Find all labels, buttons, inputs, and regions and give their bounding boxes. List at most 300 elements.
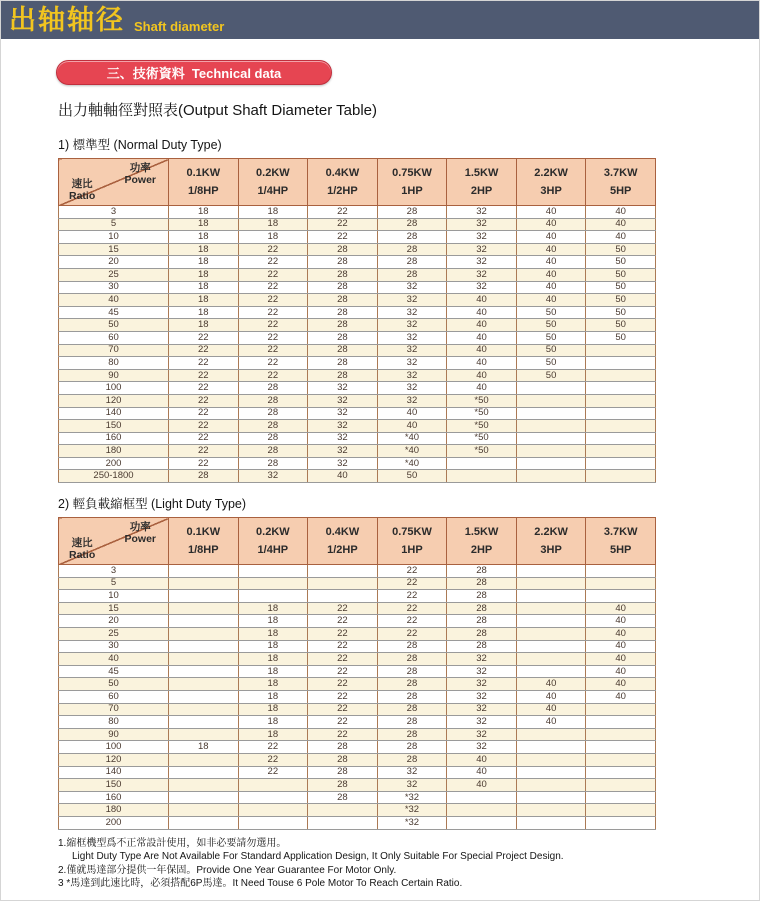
diameter-cell: 18 <box>238 640 308 653</box>
table-row <box>59 407 656 420</box>
table-row <box>59 741 656 754</box>
diameter-cell: 32 <box>377 382 447 395</box>
diameter-cell: 32 <box>447 653 517 666</box>
diameter-cell: 50 <box>516 319 586 332</box>
diameter-cell <box>169 602 239 615</box>
diameter-cell: 50 <box>586 281 656 294</box>
diameter-cell: 28 <box>308 256 378 269</box>
diameter-cell: 18 <box>169 206 239 219</box>
ratio-cell: 25 <box>59 268 169 281</box>
diameter-cell: 22 <box>238 243 308 256</box>
diameter-cell: 32 <box>308 407 378 420</box>
diameter-cell <box>586 445 656 458</box>
ratio-cell: 3 <box>59 565 169 578</box>
document-title: 出力軸軸徑對照表(Output Shaft Diameter Table) <box>58 102 377 119</box>
diameter-cell: 28 <box>377 640 447 653</box>
ratio-cell: 160 <box>59 791 169 804</box>
diameter-cell <box>586 565 656 578</box>
diameter-cell <box>586 369 656 382</box>
table-row <box>59 653 656 666</box>
diameter-cell <box>238 565 308 578</box>
diameter-cell <box>516 602 586 615</box>
diameter-cell: 28 <box>377 243 447 256</box>
ratio-cell: 80 <box>59 716 169 729</box>
diameter-cell: 40 <box>516 703 586 716</box>
diameter-cell: 28 <box>447 577 517 590</box>
table-row <box>59 369 656 382</box>
diameter-cell <box>516 766 586 779</box>
diameter-cell: 28 <box>308 331 378 344</box>
diameter-cell <box>169 716 239 729</box>
diameter-cell <box>516 653 586 666</box>
footnote-line: 2.僅就馬達部分提供一年保固。Provide One Year Guarantee For Motor Only. <box>58 864 397 876</box>
diameter-cell <box>447 457 517 470</box>
diameter-cell: 28 <box>447 640 517 653</box>
ratio-cell: 90 <box>59 369 169 382</box>
diameter-cell <box>516 407 586 420</box>
diameter-cell: 32 <box>308 432 378 445</box>
diameter-cell: 28 <box>377 716 447 729</box>
diameter-cell: 50 <box>516 369 586 382</box>
ratio-cell: 120 <box>59 753 169 766</box>
diameter-cell: 28 <box>308 344 378 357</box>
ratio-cell: 15 <box>59 243 169 256</box>
diameter-cell <box>586 382 656 395</box>
diameter-cell: 28 <box>377 653 447 666</box>
power-column-header: 1.5KW 2HP <box>447 518 517 565</box>
diameter-cell <box>516 394 586 407</box>
ratio-cell: 45 <box>59 306 169 319</box>
diameter-cell: 40 <box>516 678 586 691</box>
diameter-cell <box>169 804 239 817</box>
diameter-cell <box>516 804 586 817</box>
diameter-cell: 22 <box>169 445 239 458</box>
diameter-cell <box>586 394 656 407</box>
diameter-cell <box>308 590 378 603</box>
diameter-cell: 40 <box>447 382 517 395</box>
diameter-cell <box>169 653 239 666</box>
diameter-cell: 18 <box>238 678 308 691</box>
diameter-cell: *50 <box>447 420 517 433</box>
normal-duty-table <box>58 158 656 483</box>
diameter-cell <box>586 779 656 792</box>
table-row <box>59 779 656 792</box>
diameter-cell: 40 <box>447 753 517 766</box>
diameter-cell: 28 <box>377 691 447 704</box>
diameter-cell <box>516 590 586 603</box>
ratio-cell: 3 <box>59 206 169 219</box>
diameter-cell: 28 <box>308 306 378 319</box>
diameter-cell: 40 <box>447 779 517 792</box>
ratio-cell: 60 <box>59 331 169 344</box>
power-column-header: 0.2KW 1/4HP <box>238 518 308 565</box>
diameter-cell: 32 <box>377 331 447 344</box>
diameter-cell: 28 <box>377 703 447 716</box>
ratio-cell: 40 <box>59 653 169 666</box>
diameter-cell: *50 <box>447 445 517 458</box>
diameter-cell: 22 <box>308 691 378 704</box>
diameter-cell: 40 <box>516 716 586 729</box>
diameter-cell: 22 <box>308 628 378 641</box>
diameter-cell <box>586 344 656 357</box>
table-row <box>59 678 656 691</box>
diameter-cell <box>516 628 586 641</box>
diameter-cell <box>516 816 586 829</box>
diameter-cell: 40 <box>308 470 378 483</box>
power-column-header: 2.2KW 3HP <box>516 518 586 565</box>
diameter-cell <box>238 590 308 603</box>
diameter-cell <box>516 577 586 590</box>
technical-data-banner-label: 三、技術資料 Technical data <box>106 66 282 81</box>
diameter-cell <box>586 728 656 741</box>
footnotes-block <box>58 837 759 891</box>
diameter-cell: 28 <box>447 565 517 578</box>
diameter-cell: 40 <box>586 640 656 653</box>
diameter-cell: 18 <box>238 691 308 704</box>
table-row <box>59 268 656 281</box>
diameter-cell <box>169 703 239 716</box>
diameter-cell: 22 <box>308 665 378 678</box>
diameter-cell: 32 <box>377 306 447 319</box>
ratio-cell: 140 <box>59 407 169 420</box>
diameter-cell: 40 <box>586 206 656 219</box>
diameter-cell: 28 <box>447 615 517 628</box>
diameter-cell: 40 <box>516 256 586 269</box>
diameter-cell: 22 <box>308 640 378 653</box>
diameter-cell: 40 <box>516 294 586 307</box>
ratio-cell: 25 <box>59 628 169 641</box>
table-row <box>59 218 656 231</box>
diameter-cell: 28 <box>238 382 308 395</box>
power-column-header: 0.75KW 1HP <box>377 518 447 565</box>
power-column-header: 2.2KW 3HP <box>516 159 586 206</box>
diameter-cell: 28 <box>377 678 447 691</box>
ratio-cell: 180 <box>59 445 169 458</box>
diameter-cell: 50 <box>586 306 656 319</box>
diameter-cell: 22 <box>169 407 239 420</box>
power-column-header: 0.4KW 1/2HP <box>308 518 378 565</box>
table-row <box>59 640 656 653</box>
diameter-cell: 22 <box>169 382 239 395</box>
diameter-cell: 22 <box>238 281 308 294</box>
diameter-cell: 18 <box>169 319 239 332</box>
diameter-cell <box>238 804 308 817</box>
diameter-cell: 28 <box>377 206 447 219</box>
page-header-bar <box>1 1 759 39</box>
power-column-header: 0.75KW 1HP <box>377 159 447 206</box>
diameter-cell <box>516 382 586 395</box>
diameter-cell: 32 <box>308 382 378 395</box>
diameter-cell: 40 <box>586 653 656 666</box>
diameter-cell <box>238 577 308 590</box>
diameter-cell <box>516 420 586 433</box>
diameter-cell: *50 <box>447 394 517 407</box>
diameter-cell: 40 <box>447 369 517 382</box>
table-row <box>59 319 656 332</box>
diameter-cell <box>169 590 239 603</box>
diameter-cell <box>586 741 656 754</box>
table-row <box>59 382 656 395</box>
ratio-cell: 30 <box>59 281 169 294</box>
ratio-cell: 40 <box>59 294 169 307</box>
diameter-cell: 22 <box>238 268 308 281</box>
diameter-cell: 28 <box>308 357 378 370</box>
diameter-cell <box>447 816 517 829</box>
ratio-cell: 200 <box>59 816 169 829</box>
diameter-cell <box>516 640 586 653</box>
diameter-cell: 22 <box>169 357 239 370</box>
diameter-cell: 40 <box>586 602 656 615</box>
diameter-cell: 22 <box>308 206 378 219</box>
ratio-cell: 5 <box>59 577 169 590</box>
table-row <box>59 357 656 370</box>
diameter-cell <box>308 577 378 590</box>
diameter-cell: 32 <box>447 678 517 691</box>
diameter-cell: 32 <box>377 369 447 382</box>
diameter-cell: *32 <box>377 816 447 829</box>
ratio-cell: 20 <box>59 615 169 628</box>
power-column-header: 0.1KW 1/8HP <box>169 159 239 206</box>
diameter-cell: *40 <box>377 445 447 458</box>
diameter-cell: 40 <box>586 678 656 691</box>
diameter-cell: 22 <box>308 678 378 691</box>
diameter-cell <box>169 791 239 804</box>
diameter-cell: 22 <box>238 741 308 754</box>
diameter-cell: 32 <box>447 703 517 716</box>
diameter-cell <box>586 766 656 779</box>
diameter-cell: 28 <box>308 791 378 804</box>
diameter-cell <box>516 565 586 578</box>
diameter-cell: 50 <box>516 306 586 319</box>
diameter-cell: 28 <box>447 590 517 603</box>
normal-duty-table-label: 1) 標準型 (Normal Duty Type) <box>58 138 222 152</box>
diameter-cell: 18 <box>169 243 239 256</box>
diameter-cell: 28 <box>308 294 378 307</box>
diameter-cell <box>586 590 656 603</box>
table-row <box>59 394 656 407</box>
diameter-cell: 50 <box>586 243 656 256</box>
ratio-cell: 100 <box>59 741 169 754</box>
diameter-cell: 50 <box>586 256 656 269</box>
ratio-cell: 15 <box>59 602 169 615</box>
table-row <box>59 457 656 470</box>
diameter-cell: 28 <box>377 256 447 269</box>
diameter-cell: 32 <box>377 319 447 332</box>
diameter-cell: 18 <box>169 256 239 269</box>
ratio-cell: 100 <box>59 382 169 395</box>
diameter-cell: 32 <box>447 206 517 219</box>
diameter-cell: 28 <box>238 407 308 420</box>
diameter-cell: 32 <box>308 457 378 470</box>
diameter-cell: 40 <box>447 357 517 370</box>
table-row <box>59 728 656 741</box>
diameter-cell <box>308 816 378 829</box>
diameter-cell: 18 <box>238 602 308 615</box>
table-row <box>59 445 656 458</box>
diameter-cell <box>447 804 517 817</box>
ratio-cell: 120 <box>59 394 169 407</box>
diameter-cell: 22 <box>377 615 447 628</box>
diameter-cell: 22 <box>238 357 308 370</box>
ratio-cell: 80 <box>59 357 169 370</box>
diameter-cell: 22 <box>169 432 239 445</box>
diameter-cell: 28 <box>308 243 378 256</box>
power-column-header: 0.4KW 1/2HP <box>308 159 378 206</box>
ratio-cell: 150 <box>59 420 169 433</box>
table-row <box>59 703 656 716</box>
diameter-cell: 22 <box>238 344 308 357</box>
table-row <box>59 331 656 344</box>
diameter-cell <box>586 420 656 433</box>
diameter-cell <box>586 716 656 729</box>
diameter-cell: 40 <box>586 218 656 231</box>
diameter-cell: 40 <box>516 243 586 256</box>
ratio-cell: 70 <box>59 344 169 357</box>
diameter-cell <box>516 470 586 483</box>
diameter-cell: 32 <box>447 741 517 754</box>
diameter-cell <box>516 728 586 741</box>
diameter-cell: 22 <box>308 716 378 729</box>
header-title-english: Shaft diameter <box>134 18 225 34</box>
diameter-cell <box>516 753 586 766</box>
diameter-cell: 18 <box>238 728 308 741</box>
ratio-cell: 180 <box>59 804 169 817</box>
diameter-cell <box>516 665 586 678</box>
diameter-cell <box>238 816 308 829</box>
diameter-cell: *40 <box>377 432 447 445</box>
diameter-cell: 18 <box>169 281 239 294</box>
table-row <box>59 565 656 578</box>
diameter-cell: 18 <box>238 665 308 678</box>
diameter-cell: 22 <box>308 218 378 231</box>
diameter-cell: 22 <box>238 256 308 269</box>
diameter-cell: 22 <box>169 420 239 433</box>
diameter-cell: 22 <box>377 565 447 578</box>
ratio-cell: 60 <box>59 691 169 704</box>
diameter-cell: 32 <box>377 294 447 307</box>
diameter-cell: 40 <box>586 691 656 704</box>
diameter-cell: 32 <box>447 256 517 269</box>
diameter-cell <box>516 791 586 804</box>
diameter-cell <box>169 665 239 678</box>
diameter-cell: 40 <box>586 231 656 244</box>
diameter-cell <box>169 628 239 641</box>
diameter-cell: 40 <box>586 615 656 628</box>
diameter-cell: 18 <box>238 653 308 666</box>
diameter-cell: 28 <box>308 369 378 382</box>
diameter-cell: 40 <box>447 319 517 332</box>
table-header-row <box>59 518 656 565</box>
diameter-cell: 40 <box>377 407 447 420</box>
diameter-cell: 18 <box>169 218 239 231</box>
diameter-cell: 28 <box>377 218 447 231</box>
diameter-cell: *32 <box>377 791 447 804</box>
diameter-cell: 40 <box>447 294 517 307</box>
diameter-cell <box>169 577 239 590</box>
diameter-cell: 22 <box>308 615 378 628</box>
ratio-axis-label: 速比 Ratio <box>69 537 96 562</box>
table-row <box>59 716 656 729</box>
diameter-cell: 32 <box>377 281 447 294</box>
power-column-header: 0.2KW 1/4HP <box>238 159 308 206</box>
diameter-cell: 28 <box>377 741 447 754</box>
ratio-power-corner-cell <box>59 159 169 206</box>
power-column-header: 3.7KW 5HP <box>586 518 656 565</box>
diameter-cell <box>169 565 239 578</box>
diameter-cell: 18 <box>238 615 308 628</box>
diameter-cell <box>169 691 239 704</box>
diameter-cell: 22 <box>308 728 378 741</box>
diameter-cell: 22 <box>377 577 447 590</box>
diameter-cell: 50 <box>516 344 586 357</box>
table-row <box>59 590 656 603</box>
diameter-cell <box>238 779 308 792</box>
diameter-cell: 28 <box>447 602 517 615</box>
ratio-cell: 140 <box>59 766 169 779</box>
diameter-cell: 22 <box>308 602 378 615</box>
diameter-cell: 40 <box>447 344 517 357</box>
diameter-cell: 22 <box>238 753 308 766</box>
diameter-cell: 32 <box>377 779 447 792</box>
diameter-cell: 28 <box>377 268 447 281</box>
diameter-cell: 18 <box>169 741 239 754</box>
diameter-cell: 22 <box>238 306 308 319</box>
diameter-cell: 22 <box>238 369 308 382</box>
table-row <box>59 791 656 804</box>
diameter-cell: 18 <box>238 206 308 219</box>
diameter-cell: 28 <box>238 420 308 433</box>
diameter-cell: 32 <box>447 268 517 281</box>
ratio-cell: 5 <box>59 218 169 231</box>
diameter-cell: 28 <box>308 268 378 281</box>
diameter-cell <box>308 804 378 817</box>
diameter-cell <box>169 728 239 741</box>
diameter-cell <box>586 703 656 716</box>
diameter-cell <box>516 445 586 458</box>
diameter-cell: 22 <box>377 590 447 603</box>
diameter-cell: 40 <box>516 281 586 294</box>
ratio-axis-label: 速比 Ratio <box>69 178 96 202</box>
diameter-cell <box>169 678 239 691</box>
diameter-cell: 28 <box>377 231 447 244</box>
diameter-cell: 22 <box>238 766 308 779</box>
diameter-cell: 18 <box>238 628 308 641</box>
diameter-cell: 40 <box>447 766 517 779</box>
table-row <box>59 615 656 628</box>
diameter-cell: 40 <box>516 691 586 704</box>
diameter-cell <box>586 577 656 590</box>
diameter-cell: 40 <box>377 420 447 433</box>
diameter-cell: 40 <box>516 268 586 281</box>
diameter-cell: 18 <box>169 268 239 281</box>
diameter-cell <box>516 615 586 628</box>
technical-data-banner <box>56 60 332 85</box>
table-row <box>59 420 656 433</box>
footnote-line: Light Duty Type Are Not Available For Standard Application Design, It Only Suitable For Special Project Design. <box>72 851 564 863</box>
diameter-cell: 18 <box>238 231 308 244</box>
power-column-header: 1.5KW 2HP <box>447 159 517 206</box>
diameter-cell: 32 <box>377 766 447 779</box>
diameter-cell: *50 <box>447 407 517 420</box>
diameter-cell: 32 <box>238 470 308 483</box>
diameter-cell <box>169 640 239 653</box>
diameter-cell: 28 <box>238 445 308 458</box>
diameter-cell: 18 <box>238 703 308 716</box>
diameter-cell: 22 <box>308 703 378 716</box>
diameter-cell <box>516 741 586 754</box>
power-column-header: 3.7KW 5HP <box>586 159 656 206</box>
table-row <box>59 691 656 704</box>
